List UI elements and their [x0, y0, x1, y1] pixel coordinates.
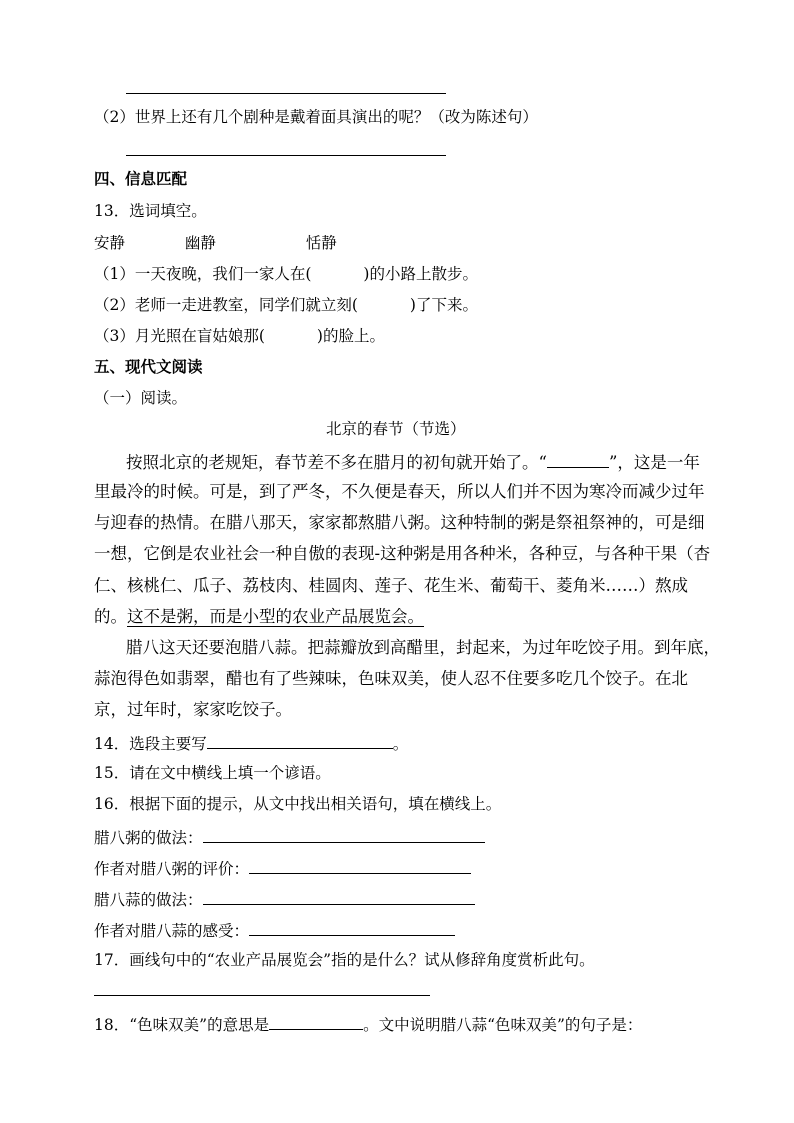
q16-label: 腊八蒜的做法： — [94, 891, 203, 909]
question-text: 。 — [392, 735, 409, 753]
item-text: （1）一天夜晚，我们一家人在( — [94, 265, 312, 283]
item-text: )了下来。 — [409, 296, 478, 314]
question-text: 18．“色味双美”的意思是 — [94, 1016, 270, 1034]
item-text: （3）月光照在盲姑娘那( — [94, 327, 265, 345]
subsection-label: （一）阅读。 — [94, 389, 188, 407]
question-16: 16．根据下面的提示，从文中找出相关语句，填在横线上。 — [94, 795, 502, 813]
passage-line — [94, 607, 424, 627]
answer-line[interactable] — [126, 155, 446, 156]
item-text: )的脸上。 — [316, 327, 385, 345]
answer-blank[interactable] — [203, 888, 475, 905]
passage-line: 京，过年时，家家吃饺子。 — [94, 700, 292, 719]
question-14 — [94, 732, 408, 754]
question-13: 13．选词填空。 — [94, 202, 207, 220]
passage-line: 仁、核桃仁、瓜子、荔枝肉、桂圆肉、莲子、花生米、葡萄干、菱角米……）熬成 — [94, 576, 688, 595]
question-text: 14．选段主要写 — [94, 735, 207, 753]
q16-item — [94, 826, 485, 848]
passage-line: 蒜泡得色如翡翠，醋也有了些辣味，色味双美，使人忍不住要多吃几个饺子。在北 — [94, 669, 688, 688]
passage-title: 北京的春节（节选） — [326, 420, 466, 438]
passage-line — [126, 451, 700, 473]
question-12-item-2: （2）世界上还有几个剧种是戴着面具演出的呢？（改为陈述句） — [94, 108, 538, 126]
answer-line[interactable] — [94, 995, 430, 996]
section-heading: 五、现代文阅读 — [94, 358, 203, 376]
q16-label: 腊八粥的做法： — [94, 829, 203, 847]
item-text: （2）老师一走进教室，同学们就立刻( — [94, 296, 358, 314]
answer-blank[interactable] — [249, 857, 471, 874]
passage-line: 里最冷的时候。可是，到了严冬，不久便是春天，所以人们并不因为寒冷而减少过年 — [94, 482, 705, 501]
q16-label: 作者对腊八蒜的感受： — [94, 922, 250, 940]
q16-label: 作者对腊八粥的评价： — [94, 860, 250, 878]
word-bank — [94, 233, 337, 253]
question-text: 。文中说明腊八蒜“色味双美”的句子是： — [363, 1016, 643, 1034]
question-15: 15．请在文中横线上填一个谚语。 — [94, 764, 331, 782]
answer-blank[interactable] — [203, 826, 485, 843]
passage-text: 按照北京的老规矩，春节差不多在腊月的初旬就开始了。“ — [126, 453, 547, 472]
word-option: 恬静 — [305, 234, 337, 252]
q16-item — [94, 857, 471, 879]
passage-text: ”，这是一年 — [608, 453, 700, 472]
item-text: )的小路上散步。 — [363, 265, 478, 283]
answer-blank[interactable] — [207, 732, 393, 749]
passage-line: 与迎春的热情。在腊八那天，家家都熬腊八粥。这种特制的粥是祭祖祭神的，可是细 — [94, 513, 705, 532]
passage-line: 一想，它倒是农业社会一种自傲的表现-这种粥是用各种米，各种豆，与各种干果（杏 — [94, 544, 711, 563]
word-option: 幽静 — [184, 234, 216, 252]
answer-blank[interactable] — [269, 1013, 363, 1030]
section-heading: 四、信息匹配 — [94, 170, 188, 188]
answer-line[interactable] — [126, 93, 446, 94]
word-option: 安静 — [94, 234, 126, 252]
answer-blank[interactable] — [249, 919, 455, 936]
passage-line: 腊八这天还要泡腊八蒜。把蒜瓣放到高醋里，封起来，为过年吃饺子用。到年底， — [126, 638, 720, 657]
underlined-sentence: 这不是粥，而是小型的农业产品展览会。 — [127, 607, 424, 626]
passage-text: 的。 — [94, 607, 127, 626]
fill-item — [94, 326, 385, 346]
q16-item — [94, 888, 475, 910]
question-18 — [94, 1013, 642, 1035]
question-17: 17．画线句中的“农业产品展览会”指的是什么？试从修辞角度赏析此句。 — [94, 951, 595, 969]
answer-blank[interactable] — [547, 451, 609, 468]
fill-item — [94, 295, 478, 315]
q16-item — [94, 919, 455, 941]
fill-item — [94, 264, 478, 284]
